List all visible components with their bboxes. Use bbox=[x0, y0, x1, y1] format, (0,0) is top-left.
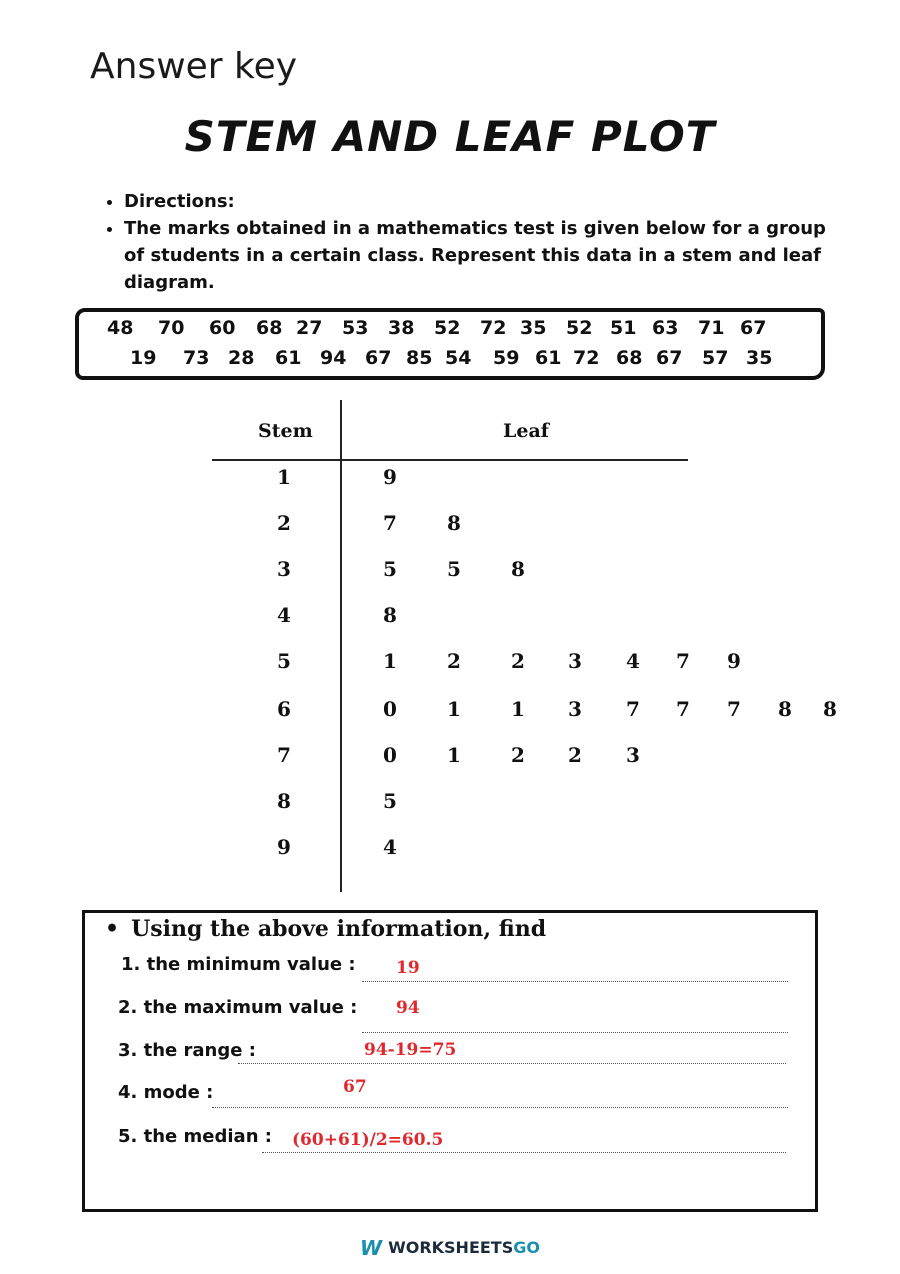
data-value: 19 bbox=[130, 347, 157, 369]
question-label: 5. the median : bbox=[118, 1126, 272, 1147]
data-value: 35 bbox=[746, 347, 773, 369]
data-value: 59 bbox=[493, 347, 520, 369]
leaf-value: 7 bbox=[676, 649, 690, 673]
question-label: 3. the range : bbox=[118, 1040, 256, 1061]
stem-value: 4 bbox=[277, 603, 291, 627]
leaf-value: 7 bbox=[383, 511, 397, 535]
question-label: 4. mode : bbox=[118, 1082, 214, 1103]
leaf-value: 9 bbox=[727, 649, 741, 673]
w-logo-icon: W bbox=[360, 1236, 383, 1260]
leaf-value: 8 bbox=[823, 697, 837, 721]
page-title: STEM AND LEAF PLOT bbox=[184, 112, 716, 161]
stem-value: 8 bbox=[277, 789, 291, 813]
data-value: 72 bbox=[480, 317, 507, 339]
leaf-value: 8 bbox=[383, 603, 397, 627]
data-value: 57 bbox=[702, 347, 729, 369]
leaf-value: 2 bbox=[568, 743, 582, 767]
answer-line bbox=[212, 1107, 788, 1108]
leaf-value: 5 bbox=[383, 557, 397, 581]
data-value: 53 bbox=[342, 317, 369, 339]
question-label: 2. the maximum value : bbox=[118, 997, 358, 1018]
data-value: 85 bbox=[406, 347, 433, 369]
data-value: 35 bbox=[520, 317, 547, 339]
leaf-value: 3 bbox=[626, 743, 640, 767]
directions-text: • The marks obtained in a mathematics test is given below for a group of students in a certain class. Represent this data in a stem and leaf diagram. bbox=[124, 215, 844, 296]
data-value: 61 bbox=[275, 347, 302, 369]
directions-list bbox=[100, 188, 844, 296]
question-label: 1. the minimum value : bbox=[121, 954, 356, 975]
leaf-value: 5 bbox=[447, 557, 461, 581]
stem-value: 1 bbox=[277, 465, 291, 489]
answer-value: 19 bbox=[396, 958, 420, 978]
data-value: 71 bbox=[698, 317, 725, 339]
leaf-value: 3 bbox=[568, 697, 582, 721]
data-value: 70 bbox=[158, 317, 185, 339]
data-value: 72 bbox=[573, 347, 600, 369]
leaf-value: 2 bbox=[511, 743, 525, 767]
answer-value: 67 bbox=[343, 1077, 367, 1097]
answer-line bbox=[362, 1032, 788, 1033]
data-value: 94 bbox=[320, 347, 347, 369]
leaf-value: 1 bbox=[511, 697, 525, 721]
answer-line bbox=[238, 1063, 786, 1064]
stem-header: Stem bbox=[258, 420, 313, 442]
data-value: 51 bbox=[610, 317, 637, 339]
leaf-value: 2 bbox=[511, 649, 525, 673]
data-value: 67 bbox=[365, 347, 392, 369]
answer-value: (60+61)/2=60.5 bbox=[292, 1130, 444, 1150]
data-value: 73 bbox=[183, 347, 210, 369]
leaf-value: 2 bbox=[447, 649, 461, 673]
leaf-value: 7 bbox=[626, 697, 640, 721]
stem-value: 5 bbox=[277, 649, 291, 673]
data-value: 60 bbox=[209, 317, 236, 339]
answer-line bbox=[362, 981, 788, 982]
table-horizontal-divider bbox=[212, 459, 688, 461]
leaf-value: 8 bbox=[778, 697, 792, 721]
brand-name: WORKSHEETS bbox=[388, 1238, 514, 1257]
data-value: 38 bbox=[388, 317, 415, 339]
leaf-value: 7 bbox=[676, 697, 690, 721]
answer-value: 94 bbox=[396, 998, 420, 1018]
stem-value: 7 bbox=[277, 743, 291, 767]
stem-value: 9 bbox=[277, 835, 291, 859]
brand-suffix: GO bbox=[513, 1238, 540, 1257]
leaf-value: 8 bbox=[447, 511, 461, 535]
leaf-value: 4 bbox=[383, 835, 397, 859]
data-value: 52 bbox=[434, 317, 461, 339]
data-value: 48 bbox=[107, 317, 134, 339]
leaf-value: 1 bbox=[383, 649, 397, 673]
directions-label: • Directions: bbox=[124, 188, 844, 215]
leaf-value: 4 bbox=[626, 649, 640, 673]
data-value: 28 bbox=[228, 347, 255, 369]
leaf-header: Leaf bbox=[503, 420, 549, 442]
data-value: 68 bbox=[256, 317, 283, 339]
data-value: 63 bbox=[652, 317, 679, 339]
leaf-value: 8 bbox=[511, 557, 525, 581]
data-value: 67 bbox=[656, 347, 683, 369]
data-value: 54 bbox=[445, 347, 472, 369]
table-vertical-divider bbox=[340, 400, 342, 892]
leaf-value: 1 bbox=[447, 697, 461, 721]
leaf-value: 1 bbox=[447, 743, 461, 767]
questions-heading: • Using the above information, find bbox=[105, 916, 546, 942]
stem-value: 6 bbox=[277, 697, 291, 721]
leaf-value: 7 bbox=[727, 697, 741, 721]
leaf-value: 5 bbox=[383, 789, 397, 813]
data-value: 52 bbox=[566, 317, 593, 339]
answer-value: 94-19=75 bbox=[364, 1040, 457, 1060]
leaf-value: 9 bbox=[383, 465, 397, 489]
answer-key-label: Answer key bbox=[90, 46, 298, 87]
stem-value: 2 bbox=[277, 511, 291, 535]
leaf-value: 0 bbox=[383, 697, 397, 721]
data-value: 68 bbox=[616, 347, 643, 369]
data-value: 67 bbox=[740, 317, 767, 339]
data-value: 61 bbox=[535, 347, 562, 369]
leaf-value: 3 bbox=[568, 649, 582, 673]
leaf-value: 0 bbox=[383, 743, 397, 767]
answer-line bbox=[262, 1152, 786, 1153]
stem-value: 3 bbox=[277, 557, 291, 581]
footer-brand bbox=[0, 1236, 900, 1260]
data-value: 27 bbox=[296, 317, 323, 339]
